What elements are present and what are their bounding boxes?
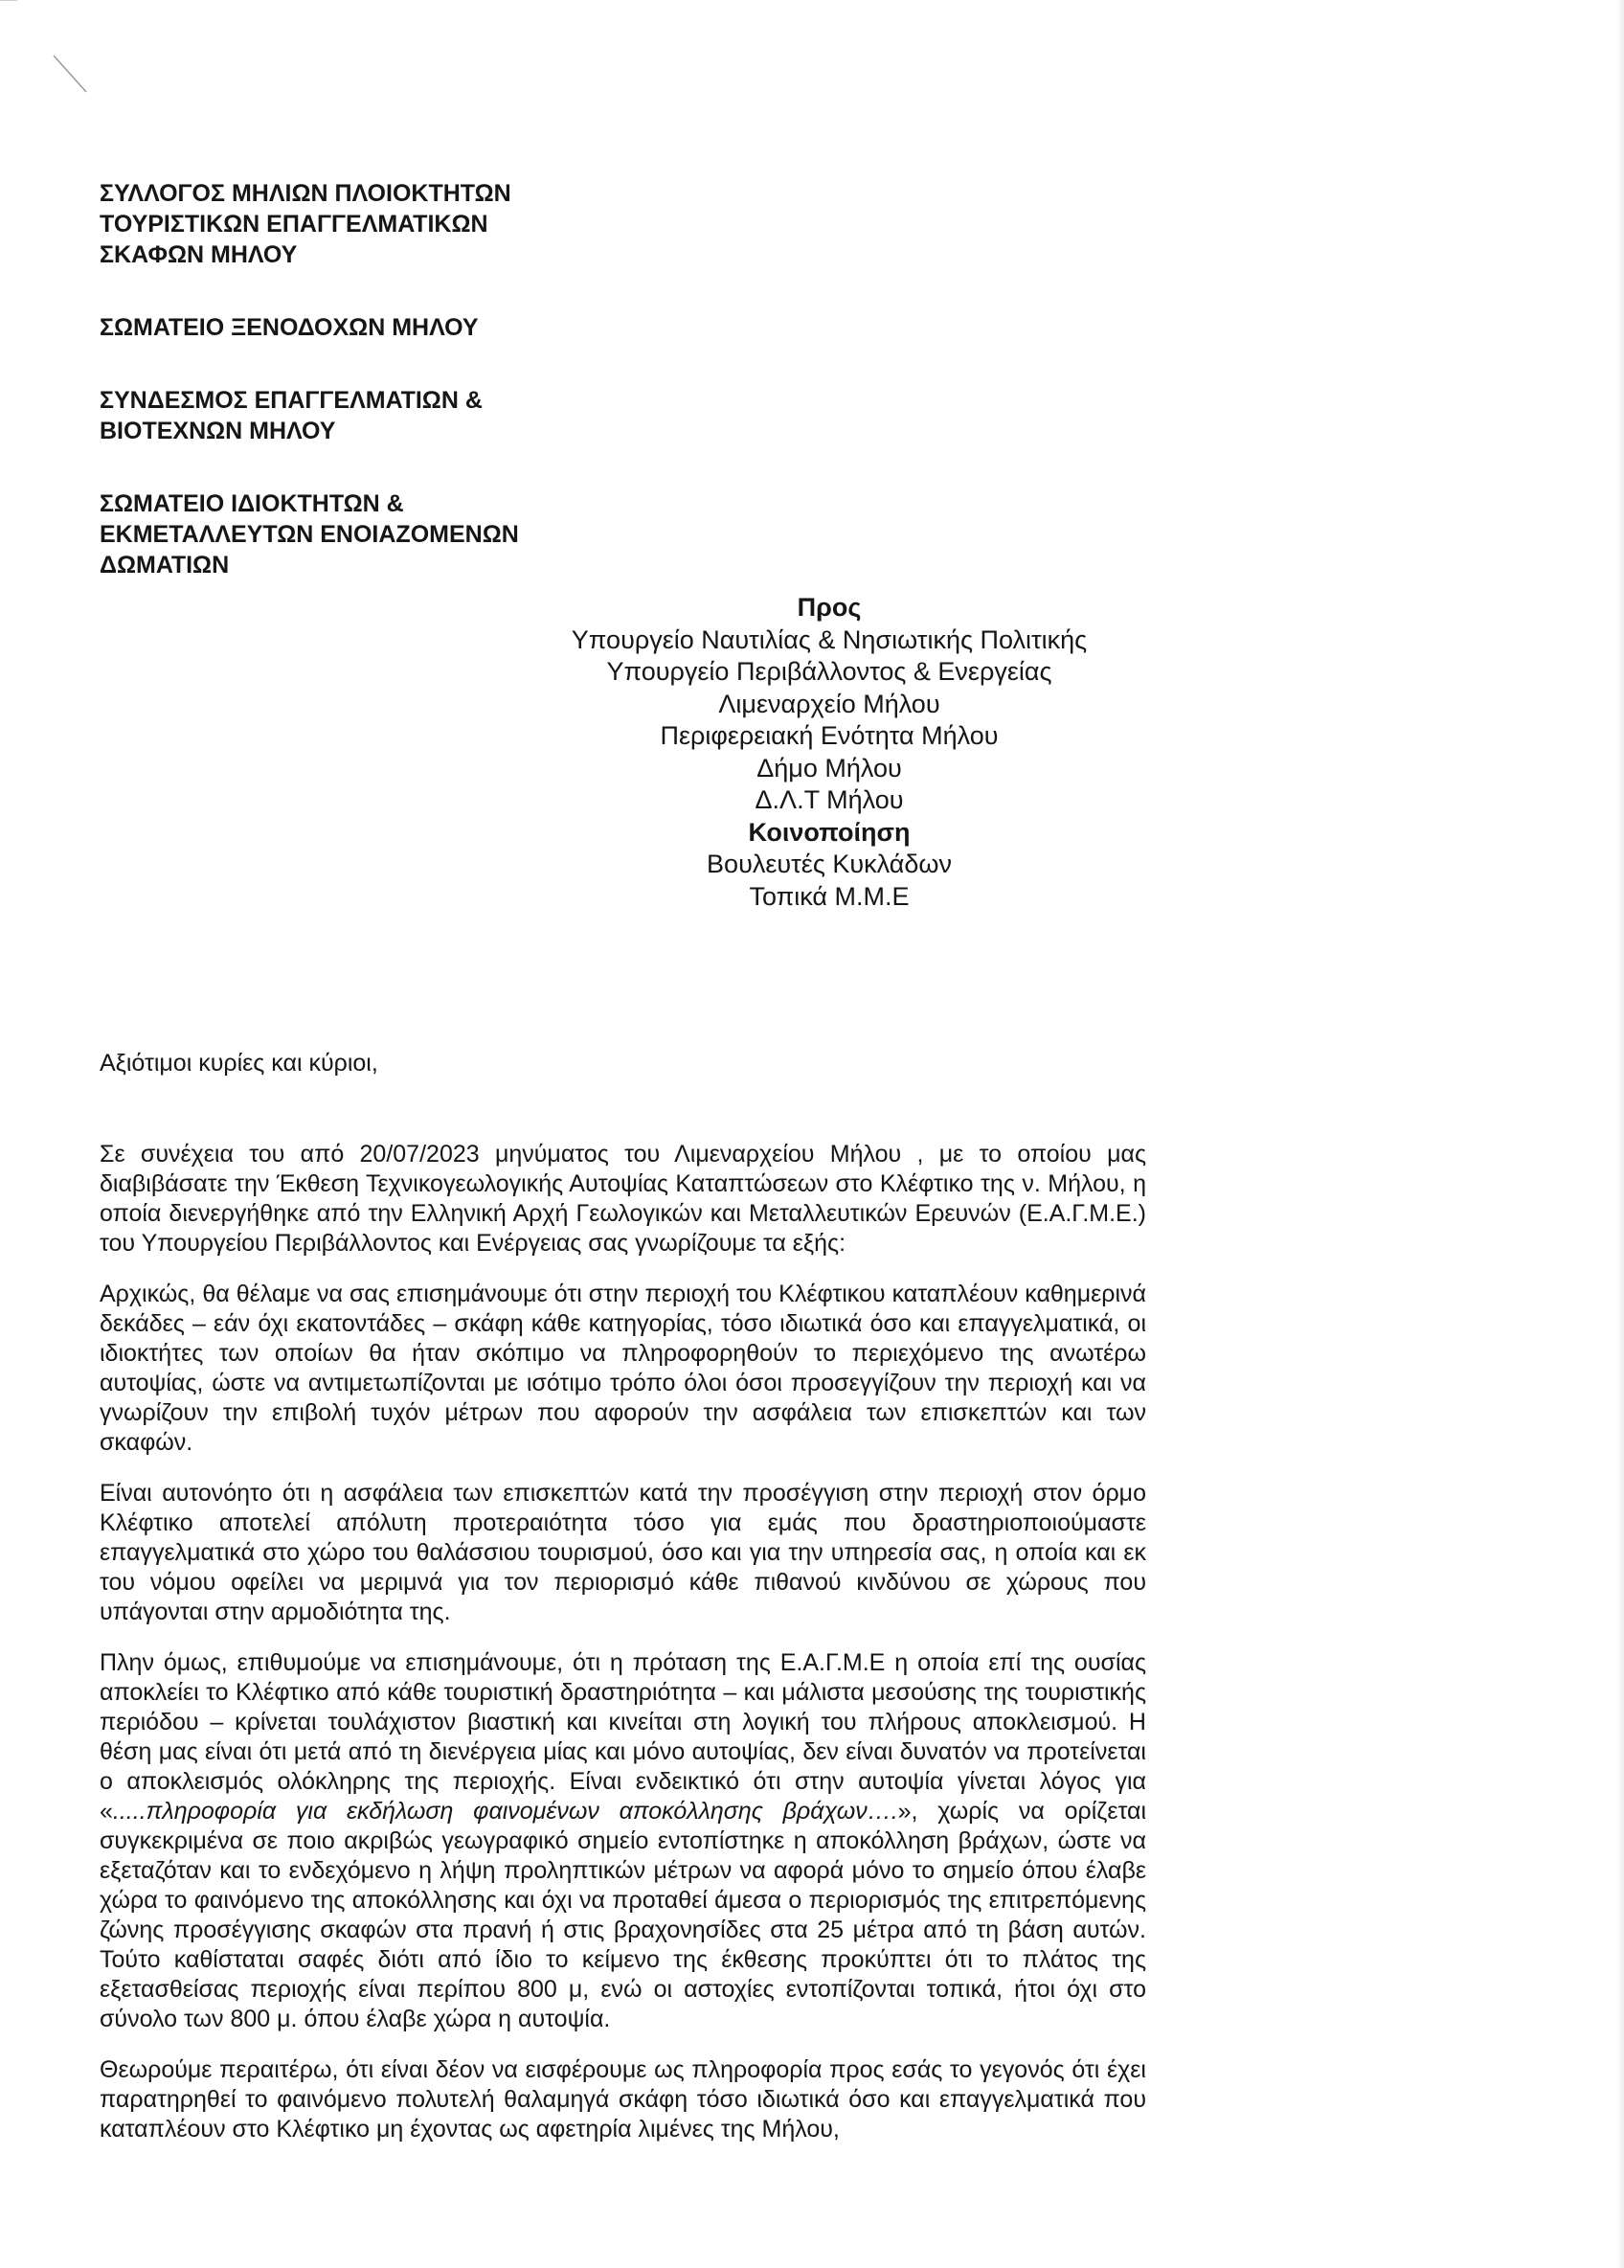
sender-line: ΤΟΥΡΙΣΤΙΚΩΝ ΕΠΑΓΓΕΛΜΑΤΙΚΩΝ [100, 211, 488, 238]
letter-body [100, 1140, 1146, 2166]
sender-association [100, 312, 693, 343]
sender-line: ΣΥΛΛΟΓΟΣ ΜΗΛΙΩΝ ΠΛΟΙΟΚΤΗΤΩΝ [100, 180, 511, 207]
body-paragraph: Σε συνέχεια του από 20/07/2023 μηνύματος του Λιμεναρχείου Μήλου , με το οποίου μας διαβιβάσατε την Έκθεση Τεχνικογεωλογικής Αυτοψίας Καταπτώσεων στο Κλέφτικο της ν. Μήλου, η οποία διενεργήθηκε από την Ελληνική Αρχή Γεωλογικών και Μεταλλευτικών Ερευνών (Ε.Α.Γ.Μ.Ε.) του Υπουργείου Περιβάλλοντος και Ενέργειας σας γνωρίζουμε τα εξής: [100, 1141, 1146, 1257]
body-paragraph [100, 1648, 1146, 2034]
cc-recipient: Τοπικά Μ.Μ.Ε [749, 881, 910, 911]
cc-label: Κοινοποίηση [748, 817, 911, 847]
recipient: Περιφερειακή Ενότητα Μήλου [660, 721, 999, 750]
to-label: Προς [797, 593, 862, 622]
sender-association [100, 385, 693, 446]
paragraph-text: », χωρίς να ορίζεται συγκεκριμένα σε ποιο ακριβώς γεωγραφικό σημείο εντοπίστηκε η αποκόλληση βράχων, ώστε να εξεταζόταν και το ενδεχόμενο η λήψη προληπτικών μέτρων να αφορά μόνο το σημείο όπου έλαβε χώρα το φαινόμενο της αποκόλλησης και όχι να προταθεί άμεσα ο περιορισμός της επιτρεπόμενης ζώνης προσέγγισης σκαφών στα πρανή ή στις βραχονησίδες στα 25 μέτρα από τη βάση αυτών. Τούτο καθίσταται σαφές διότι από ίδιο το κείμενο της έκθεσης προκύπτει ότι το πλάτος της εξετασθείσας περιοχής είναι περίπου 800 μ, ενώ οι αστοχίες εντοπίζονται τοπικά, ήτοι όχι στο σύνολο των 800 μ. όπου έλαβε χώρα η αυτοψία. [100, 1798, 1146, 2032]
sender-line: ΣΥΝΔΕΣΜΟΣ ΕΠΑΓΓΕΛΜΑΤΙΩΝ & [100, 387, 483, 414]
sender-line: ΣΩΜΑΤΕΙΟ ΙΔΙΟΚΤΗΤΩΝ & [100, 490, 404, 517]
sender-line: ΕΚΜΕΤΑΛΛΕΥΤΩΝ ΕΝΟΙΑΖΟΜΕΝΩΝ [100, 521, 519, 548]
recipient: Δ.Λ.Τ Μήλου [755, 785, 904, 814]
sender-line: ΒΙΟΤΕΧΝΩΝ ΜΗΛΟΥ [100, 418, 336, 444]
recipient: Λιμεναρχείο Μήλου [718, 689, 940, 718]
recipient: Υπουργείο Ναυτιλίας & Νησιωτικής Πολιτικής [571, 624, 1088, 654]
body-paragraph: Είναι αυτονόητο ότι η ασφάλεια των επισκεπτών κατά την προσέγγιση στην περιοχή στον όρμο Κλέφτικο αποτελεί απόλυτη προτεραιότητα τόσο για εμάς που δραστηριοποιούμαστε επαγγελματικά στο χώρο του θαλάσσιου τουρισμού, όσο και για την υπηρεσία σας, η οποία και εκ του νόμου οφείλει να μεριμνά για τον περιορισμό κάθε πιθανού κινδύνου σε χώρους που υπάγονται στην αρμοδιότητα της. [100, 1480, 1146, 1625]
cc-recipient: Βουλευτές Κυκλάδων [707, 850, 952, 878]
quoted-phrase: .....πληροφορία για εκδήλωση φαινομένων αποκόλλησης βράχων…. [112, 1798, 898, 1825]
sender-associations [100, 178, 693, 580]
recipients-block [542, 592, 1116, 913]
recipient: Υπουργείο Περιβάλλοντος & Ενεργείας [606, 657, 1052, 686]
scan-right-edge [1616, 0, 1624, 2268]
sender-line: ΣΩΜΑΤΕΙΟ ΞΕΝΟΔΟΧΩΝ ΜΗΛΟΥ [100, 314, 479, 341]
body-paragraph: Αρχικώς, θα θέλαμε να σας επισημάνουμε ότι στην περιοχή του Κλέφτικου καταπλέουν καθημερινά δεκάδες – εάν όχι εκατοντάδες – σκάφη κάθε κατηγορίας, τόσο ιδιωτικά όσο και επαγγελματικά, οι ιδιοκτήτες των οποίων θα ήταν σκόπιμο να πληροφορηθούν το περιεχόμενο της ανωτέρω αυτοψίας, ώστε να αντιμετωπίζονται με ισότιμο τρόπο όλοι όσοι προσεγγίζουν την περιοχή και να γνωρίζουν την επιβολή τυχόν μέτρων που αφορούν την ασφάλεια των επισκεπτών και των σκαφών. [100, 1281, 1146, 1456]
sender-association [100, 178, 693, 270]
recipient: Δήμο Μήλου [756, 753, 902, 782]
paragraph-text: Πλην όμως, επιθυμούμε να επισημάνουμε, ότι η πρόταση της Ε.Α.Γ.Μ.Ε η οποία επί της ουσίας αποκλείει το Κλέφτικο από κάθε τουριστική δραστηριότητα – και μάλιστα μεσούσης της τουριστικής περιόδου – κρίνεται τουλάχιστον βιαστική και κινείται στη λογική του πλήρους αποκλεισμού. Η θέση μας είναι ότι μετά από τη διενέργεια μίας και μόνο αυτοψίας, δεν είναι δυνατόν να προτείνεται ο αποκλεισμός ολόκληρης της περιοχής. Είναι ενδεικτικό ότι στην αυτοψία γίνεται λόγος για « [100, 1649, 1146, 1825]
greeting: Αξιότιμοι κυρίες και κύριοι, [100, 1050, 378, 1077]
body-paragraph: Θεωρούμε περαιτέρω, ότι είναι δέον να εισφέρουμε ως πληροφορία προς εσάς το γεγονός ότι έχει παρατηρηθεί το φαινόμενο πολυτελή θαλαμηγά σκάφη τόσο ιδιωτικά όσο και επαγγελματικά που καταπλέουν στο Κλέφτικο μη έχοντας ως αφετηρία λιμένες της Μήλου, [100, 2056, 1146, 2143]
sender-line: ΔΩΜΑΤΙΩΝ [100, 552, 230, 578]
scan-corner-mark [0, 0, 115, 105]
sender-line: ΣΚΑΦΩΝ ΜΗΛΟΥ [100, 241, 298, 268]
sender-association [100, 488, 693, 580]
